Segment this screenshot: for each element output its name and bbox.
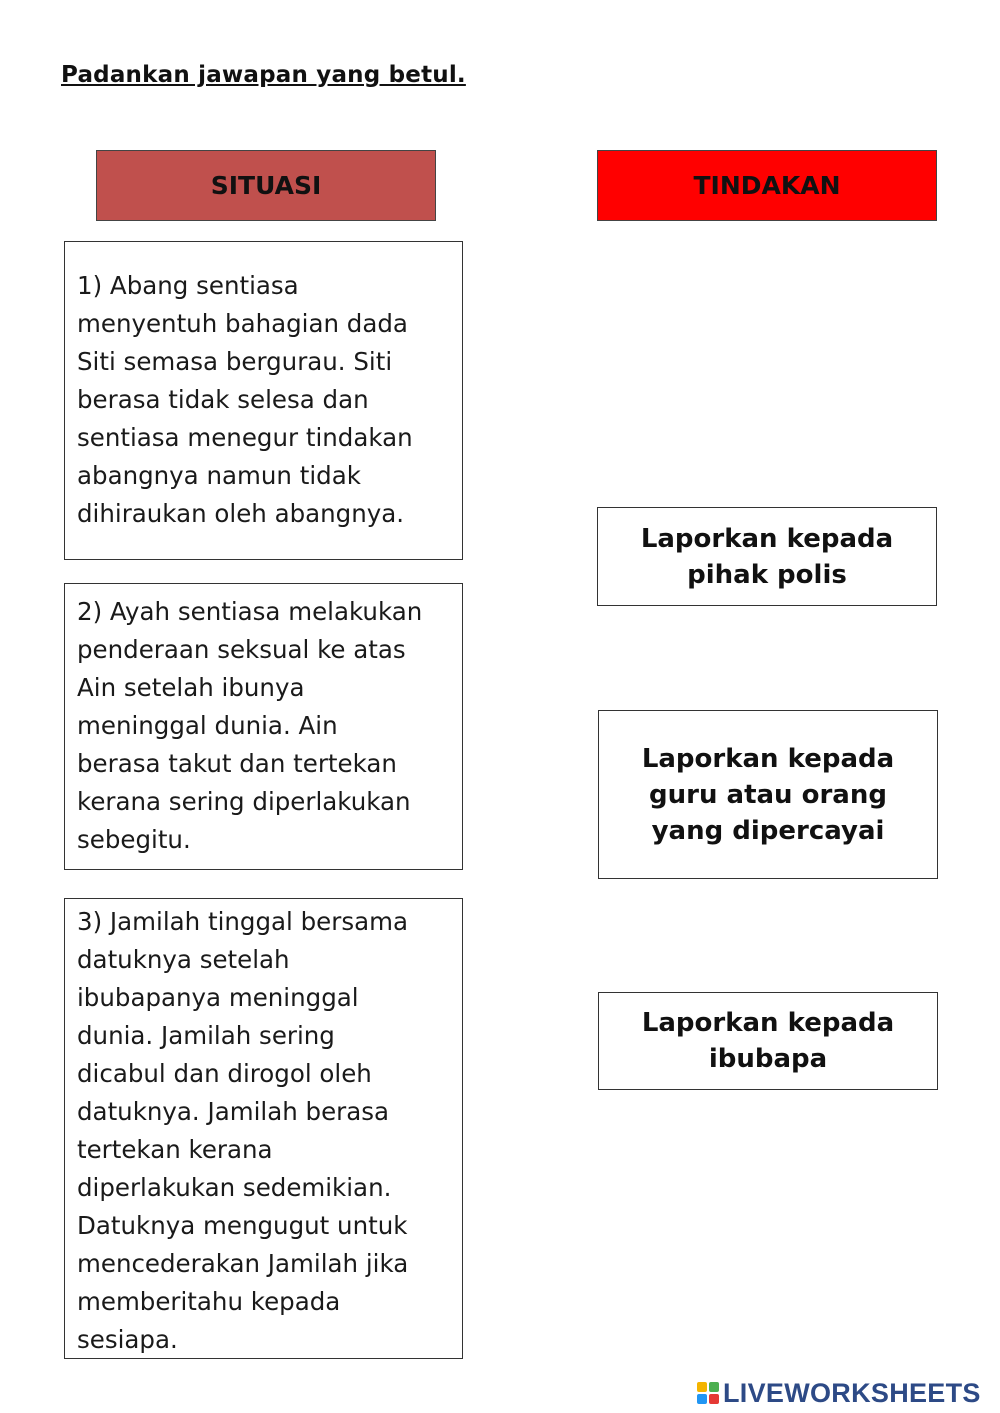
- situation-box-3[interactable]: 3) Jamilah tinggal bersama datuknya setelah ibubapanya meninggal dunia. Jamilah sering dicabul dan dirogol oleh datuknya. Jamilah berasa tertekan kerana diperlakukan sedemikian. Datuknya mengugut untuk mencederakan Jamilah jika memberitahu kepada sesiapa.: [64, 898, 463, 1359]
- situation-box-2[interactable]: 2) Ayah sentiasa melakukan penderaan seksual ke atas Ain setelah ibunya meninggal dunia. Ain berasa takut dan tertekan kerana sering diperlakukan sebegitu.: [64, 583, 463, 870]
- action-box-teacher[interactable]: Laporkan kepada guru atau orang yang dipercayai: [598, 710, 938, 879]
- situasi-header: SITUASI: [96, 150, 436, 221]
- tindakan-header: TINDAKAN: [597, 150, 937, 221]
- action-box-police[interactable]: Laporkan kepada pihak polis: [597, 507, 937, 606]
- logo-squares-icon: [697, 1382, 719, 1404]
- action-box-parents[interactable]: Laporkan kepada ibubapa: [598, 992, 938, 1090]
- logo-text: LIVEWORKSHEETS: [723, 1377, 981, 1408]
- liveworksheets-logo: [697, 1377, 981, 1409]
- logo-square: [709, 1394, 719, 1404]
- situation-box-1[interactable]: 1) Abang sentiasa menyentuh bahagian dada Siti semasa bergurau. Siti berasa tidak selesa dan sentiasa menegur tindakan abangnya namun tidak dihiraukan oleh abangnya.: [64, 241, 463, 560]
- logo-square: [697, 1382, 707, 1392]
- logo-square: [697, 1394, 707, 1404]
- instruction-title: Padankan jawapan yang betul.: [61, 62, 466, 88]
- logo-square: [709, 1382, 719, 1392]
